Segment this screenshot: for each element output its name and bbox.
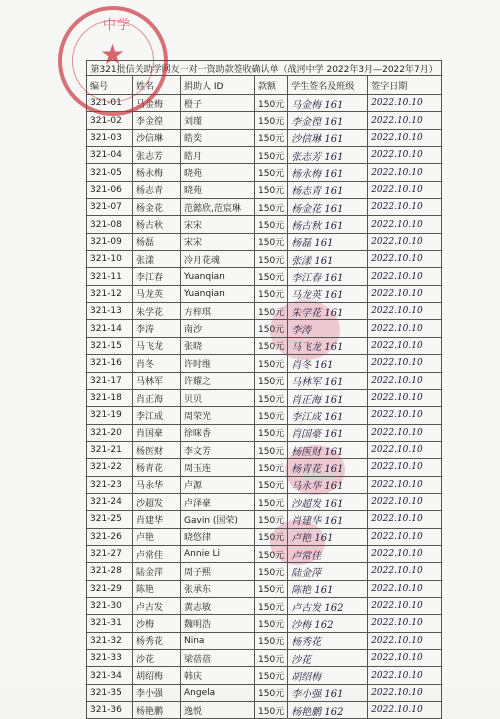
- table-row: [87, 684, 442, 701]
- cell-sign-date: 2022.10.10: [368, 164, 442, 181]
- table-row: [87, 320, 442, 337]
- cell-no: 321-13: [87, 303, 133, 320]
- cell-no: 321-03: [87, 129, 133, 146]
- cell-donor: 卢源: [181, 476, 255, 493]
- cell-sign-date: 2022.10.10: [368, 268, 442, 285]
- table-row: [87, 580, 442, 597]
- table-row: [87, 407, 442, 424]
- cell-student-signature: 肖建华 161: [288, 511, 368, 528]
- cell-student-signature: 杨古秋 161: [288, 216, 368, 233]
- cell-no: 321-10: [87, 251, 133, 268]
- cell-no: 321-11: [87, 268, 133, 285]
- cell-name: 陆金萍: [133, 563, 181, 580]
- cell-student-signature: 朱学花 161: [288, 303, 368, 320]
- cell-donor: 徐咪香: [181, 424, 255, 441]
- cell-sign-date: 2022.10.10: [368, 632, 442, 649]
- cell-amount: 150元: [255, 407, 288, 424]
- cell-amount: 150元: [255, 320, 288, 337]
- cell-amount: 150元: [255, 337, 288, 354]
- table-row: [87, 355, 442, 372]
- cell-amount: 150元: [255, 389, 288, 406]
- cell-amount: 150元: [255, 303, 288, 320]
- cell-no: 321-21: [87, 441, 133, 458]
- table-row: [87, 199, 442, 216]
- cell-student-signature: 张志芳 161: [288, 147, 368, 164]
- cell-donor: Gavin (国荣): [181, 511, 255, 528]
- table-row: [87, 650, 442, 667]
- cell-donor: 韩庆: [181, 667, 255, 684]
- table-body: [87, 95, 442, 719]
- cell-sign-date: 2022.10.10: [368, 320, 442, 337]
- cell-name: 张志芳: [133, 147, 181, 164]
- cell-student-signature: 杨永梅 161: [288, 164, 368, 181]
- cell-amount: 150元: [255, 285, 288, 302]
- cell-sign-date: 2022.10.10: [368, 95, 442, 112]
- table-row: [87, 268, 442, 285]
- cell-student-signature: 肖正海 161: [288, 389, 368, 406]
- cell-amount: 150元: [255, 268, 288, 285]
- cell-no: 321-34: [87, 667, 133, 684]
- cell-donor: Nina: [181, 632, 255, 649]
- cell-donor: 梁蓓蓓: [181, 650, 255, 667]
- table-row: [87, 181, 442, 198]
- cell-no: 321-25: [87, 511, 133, 528]
- cell-sign-date: 2022.10.10: [368, 650, 442, 667]
- cell-student-signature: 杨志青 161: [288, 181, 368, 198]
- table-row: [87, 164, 442, 181]
- table-row: [87, 389, 442, 406]
- header-name: 姓名: [133, 76, 181, 95]
- table-row: [87, 702, 442, 719]
- cell-donor: 魏明浩: [181, 615, 255, 632]
- cell-sign-date: 2022.10.10: [368, 233, 442, 250]
- cell-amount: 150元: [255, 650, 288, 667]
- cell-student-signature: 沙超发 161: [288, 493, 368, 510]
- cell-donor: 范懿欣,范宸琳: [181, 199, 255, 216]
- cell-donor: Angela: [181, 684, 255, 701]
- cell-donor: 皓奕: [181, 129, 255, 146]
- cell-no: 321-27: [87, 545, 133, 562]
- cell-amount: 150元: [255, 95, 288, 112]
- cell-sign-date: 2022.10.10: [368, 372, 442, 389]
- cell-amount: 150元: [255, 181, 288, 198]
- table-row: [87, 476, 442, 493]
- cell-donor: 橙子: [181, 95, 255, 112]
- cell-no: 321-36: [87, 702, 133, 719]
- cell-no: 321-04: [87, 147, 133, 164]
- cell-student-signature: 沙花: [288, 650, 368, 667]
- cell-name: 杨磊: [133, 233, 181, 250]
- cell-sign-date: 2022.10.10: [368, 476, 442, 493]
- cell-donor: 晓苑: [181, 164, 255, 181]
- cell-name: 卢常佳: [133, 545, 181, 562]
- cell-no: 321-33: [87, 650, 133, 667]
- cell-student-signature: 陆金萍: [288, 563, 368, 580]
- cell-student-signature: 马龙英 161: [288, 285, 368, 302]
- cell-student-signature: 李金徨 161: [288, 112, 368, 129]
- cell-name: 杨秀花: [133, 632, 181, 649]
- cell-no: 321-01: [87, 95, 133, 112]
- cell-name: 马龙英: [133, 285, 181, 302]
- cell-no: 321-05: [87, 164, 133, 181]
- cell-name: 沙超发: [133, 493, 181, 510]
- cell-sign-date: 2022.10.10: [368, 511, 442, 528]
- cell-sign-date: 2022.10.10: [368, 702, 442, 719]
- cell-no: 321-09: [87, 233, 133, 250]
- cell-student-signature: 沙信琳 161: [288, 129, 368, 146]
- cell-student-signature: 肖冬 161: [288, 355, 368, 372]
- cell-student-signature: 沙梅 162: [288, 615, 368, 632]
- header-amount: 款额: [255, 76, 288, 95]
- table-row: [87, 632, 442, 649]
- cell-no: 321-08: [87, 216, 133, 233]
- cell-amount: 150元: [255, 632, 288, 649]
- cell-name: 杨青花: [133, 459, 181, 476]
- cell-no: 321-06: [87, 181, 133, 198]
- cell-name: 李江成: [133, 407, 181, 424]
- table-row: [87, 563, 442, 580]
- cell-student-signature: 马金梅 161: [288, 95, 368, 112]
- cell-no: 321-31: [87, 615, 133, 632]
- cell-amount: 150元: [255, 147, 288, 164]
- cell-sign-date: 2022.10.10: [368, 337, 442, 354]
- cell-sign-date: 2022.10.10: [368, 580, 442, 597]
- cell-donor: 刘瑾: [181, 112, 255, 129]
- cell-name: 肖冬: [133, 355, 181, 372]
- cell-no: 321-17: [87, 372, 133, 389]
- cell-amount: 150元: [255, 129, 288, 146]
- cell-amount: 150元: [255, 355, 288, 372]
- cell-student-signature: 肖国豪 161: [288, 424, 368, 441]
- cell-name: 杨志青: [133, 181, 181, 198]
- table-row: [87, 337, 442, 354]
- cell-no: 321-18: [87, 389, 133, 406]
- cell-donor: 卢泽豪: [181, 493, 255, 510]
- table-row: [87, 372, 442, 389]
- cell-name: 马永华: [133, 476, 181, 493]
- cell-donor: 李文芳: [181, 441, 255, 458]
- cell-sign-date: 2022.10.10: [368, 493, 442, 510]
- cell-student-signature: 杨金花 161: [288, 199, 368, 216]
- table-row: [87, 129, 442, 146]
- cell-sign-date: 2022.10.10: [368, 684, 442, 701]
- cell-amount: 150元: [255, 372, 288, 389]
- cell-donor: 皓月: [181, 147, 255, 164]
- cell-student-signature: 李涛: [288, 320, 368, 337]
- cell-amount: 150元: [255, 112, 288, 129]
- table-row: [87, 285, 442, 302]
- cell-name: 马金梅: [133, 95, 181, 112]
- cell-name: 李涛: [133, 320, 181, 337]
- cell-name: 杨艳鹏: [133, 702, 181, 719]
- cell-sign-date: 2022.10.10: [368, 199, 442, 216]
- cell-sign-date: 2022.10.10: [368, 407, 442, 424]
- cell-amount: 150元: [255, 511, 288, 528]
- cell-name: 肖正海: [133, 389, 181, 406]
- cell-no: 321-15: [87, 337, 133, 354]
- cell-amount: 150元: [255, 615, 288, 632]
- cell-name: 肖国豪: [133, 424, 181, 441]
- cell-student-signature: 胡绍梅: [288, 667, 368, 684]
- cell-no: 321-28: [87, 563, 133, 580]
- table-row: [87, 511, 442, 528]
- cell-no: 321-19: [87, 407, 133, 424]
- cell-sign-date: 2022.10.10: [368, 459, 442, 476]
- cell-name: 李江春: [133, 268, 181, 285]
- cell-student-signature: 李江春 161: [288, 268, 368, 285]
- header-no: 编号: [87, 76, 133, 95]
- cell-name: 马飞龙: [133, 337, 181, 354]
- cell-name: 马林军: [133, 372, 181, 389]
- header-donor: 捐助人 ID: [181, 76, 255, 95]
- table-row: [87, 251, 442, 268]
- cell-sign-date: 2022.10.10: [368, 667, 442, 684]
- cell-donor: 周子熙: [181, 563, 255, 580]
- table-row: [87, 441, 442, 458]
- cell-no: 321-23: [87, 476, 133, 493]
- cell-sign-date: 2022.10.10: [368, 615, 442, 632]
- cell-student-signature: 李小强 161: [288, 684, 368, 701]
- cell-name: 杨金花: [133, 199, 181, 216]
- cell-name: 李金徨: [133, 112, 181, 129]
- cell-amount: 150元: [255, 251, 288, 268]
- table-row: [87, 528, 442, 545]
- cell-name: 沙信琳: [133, 129, 181, 146]
- cell-name: 肖建华: [133, 511, 181, 528]
- cell-donor: 方梓琪: [181, 303, 255, 320]
- cell-student-signature: 杨艳鹏 162: [288, 702, 368, 719]
- cell-sign-date: 2022.10.10: [368, 597, 442, 614]
- cell-amount: 150元: [255, 164, 288, 181]
- cell-student-signature: 陈艳 161: [288, 580, 368, 597]
- table-row: [87, 459, 442, 476]
- cell-no: 321-26: [87, 528, 133, 545]
- table-row: [87, 597, 442, 614]
- table-row: [87, 147, 442, 164]
- cell-student-signature: 杨青花 161: [288, 459, 368, 476]
- cell-donor: 宋宋: [181, 233, 255, 250]
- cell-no: 321-07: [87, 199, 133, 216]
- cell-sign-date: 2022.10.10: [368, 441, 442, 458]
- table-row: [87, 667, 442, 684]
- cell-amount: 150元: [255, 580, 288, 597]
- cell-sign-date: 2022.10.10: [368, 424, 442, 441]
- cell-amount: 150元: [255, 545, 288, 562]
- cell-student-signature: 卢艳 161: [288, 528, 368, 545]
- cell-donor: 晓苑: [181, 181, 255, 198]
- table-row: [87, 216, 442, 233]
- cell-no: 321-14: [87, 320, 133, 337]
- cell-sign-date: 2022.10.10: [368, 129, 442, 146]
- cell-sign-date: 2022.10.10: [368, 216, 442, 233]
- cell-amount: 150元: [255, 476, 288, 493]
- cell-donor: 许时维: [181, 355, 255, 372]
- cell-donor: 许耀之: [181, 372, 255, 389]
- header-student-sign: 学生签名及班级: [288, 76, 368, 95]
- receipt-table: [86, 60, 442, 719]
- cell-no: 321-24: [87, 493, 133, 510]
- seal-text: 中学: [102, 18, 131, 33]
- cell-student-signature: 马林军 161: [288, 372, 368, 389]
- cell-amount: 150元: [255, 702, 288, 719]
- cell-name: 张漾: [133, 251, 181, 268]
- cell-sign-date: 2022.10.10: [368, 303, 442, 320]
- cell-sign-date: 2022.10.10: [368, 528, 442, 545]
- header-sign-date: 签字日期: [368, 76, 442, 95]
- school-seal: [58, 6, 168, 116]
- table-row: [87, 545, 442, 562]
- cell-amount: 150元: [255, 493, 288, 510]
- cell-sign-date: 2022.10.10: [368, 147, 442, 164]
- cell-amount: 150元: [255, 459, 288, 476]
- cell-sign-date: 2022.10.10: [368, 355, 442, 372]
- cell-sign-date: 2022.10.10: [368, 181, 442, 198]
- cell-amount: 150元: [255, 441, 288, 458]
- cell-no: 321-02: [87, 112, 133, 129]
- cell-donor: Annie Li: [181, 545, 255, 562]
- cell-amount: 150元: [255, 216, 288, 233]
- cell-donor: Yuanqian: [181, 268, 255, 285]
- cell-sign-date: 2022.10.10: [368, 563, 442, 580]
- cell-no: 321-29: [87, 580, 133, 597]
- cell-student-signature: 杨秀花: [288, 632, 368, 649]
- cell-donor: 贝贝: [181, 389, 255, 406]
- cell-donor: 张晓: [181, 337, 255, 354]
- cell-name: 朱学花: [133, 303, 181, 320]
- cell-amount: 150元: [255, 233, 288, 250]
- cell-sign-date: 2022.10.10: [368, 251, 442, 268]
- cell-no: 321-20: [87, 424, 133, 441]
- cell-sign-date: 2022.10.10: [368, 112, 442, 129]
- cell-student-signature: 李江成 161: [288, 407, 368, 424]
- cell-student-signature: 卢古发 162: [288, 597, 368, 614]
- cell-donor: 冷月花魂: [181, 251, 255, 268]
- cell-student-signature: 马永华 161: [288, 476, 368, 493]
- table-title: 第321批信关助学网友一对一资助款签收确认单（战河中学 2022年3月—2022年7月）: [87, 61, 442, 76]
- cell-donor: 张承东: [181, 580, 255, 597]
- cell-donor: Yuanqian: [181, 285, 255, 302]
- cell-donor: 晓悠律: [181, 528, 255, 545]
- cell-donor: 黄志敏: [181, 597, 255, 614]
- cell-name: 沙花: [133, 650, 181, 667]
- cell-name: 杨古秋: [133, 216, 181, 233]
- cell-amount: 150元: [255, 684, 288, 701]
- cell-student-signature: 杨医财 161: [288, 441, 368, 458]
- table-row: [87, 615, 442, 632]
- cell-sign-date: 2022.10.10: [368, 285, 442, 302]
- cell-donor: 南沙: [181, 320, 255, 337]
- cell-student-signature: 卢常佳: [288, 545, 368, 562]
- cell-donor: 周荣光: [181, 407, 255, 424]
- table-row: [87, 303, 442, 320]
- cell-student-signature: 杨磊 161: [288, 233, 368, 250]
- cell-student-signature: 张漾 161: [288, 251, 368, 268]
- cell-no: 321-35: [87, 684, 133, 701]
- cell-no: 321-30: [87, 597, 133, 614]
- cell-no: 321-32: [87, 632, 133, 649]
- table-row: [87, 424, 442, 441]
- cell-amount: 150元: [255, 199, 288, 216]
- cell-student-signature: 马飞龙 161: [288, 337, 368, 354]
- cell-donor: 逸悦: [181, 702, 255, 719]
- table-row: [87, 112, 442, 129]
- cell-sign-date: 2022.10.10: [368, 545, 442, 562]
- cell-name: 杨医财: [133, 441, 181, 458]
- cell-no: 321-16: [87, 355, 133, 372]
- cell-no: 321-22: [87, 459, 133, 476]
- cell-no: 321-12: [87, 285, 133, 302]
- cell-amount: 150元: [255, 667, 288, 684]
- cell-name: 卢艳: [133, 528, 181, 545]
- cell-name: 沙梅: [133, 615, 181, 632]
- star-icon: ★: [100, 38, 126, 71]
- table-row: [87, 233, 442, 250]
- cell-amount: 150元: [255, 424, 288, 441]
- cell-name: 陈艳: [133, 580, 181, 597]
- cell-amount: 150元: [255, 597, 288, 614]
- cell-donor: 周玉连: [181, 459, 255, 476]
- cell-name: 胡绍梅: [133, 667, 181, 684]
- cell-donor: 宋宋: [181, 216, 255, 233]
- cell-amount: 150元: [255, 528, 288, 545]
- cell-name: 李小强: [133, 684, 181, 701]
- table-row: [87, 493, 442, 510]
- cell-sign-date: 2022.10.10: [368, 389, 442, 406]
- cell-name: 杨永梅: [133, 164, 181, 181]
- cell-amount: 150元: [255, 563, 288, 580]
- cell-name: 卢古发: [133, 597, 181, 614]
